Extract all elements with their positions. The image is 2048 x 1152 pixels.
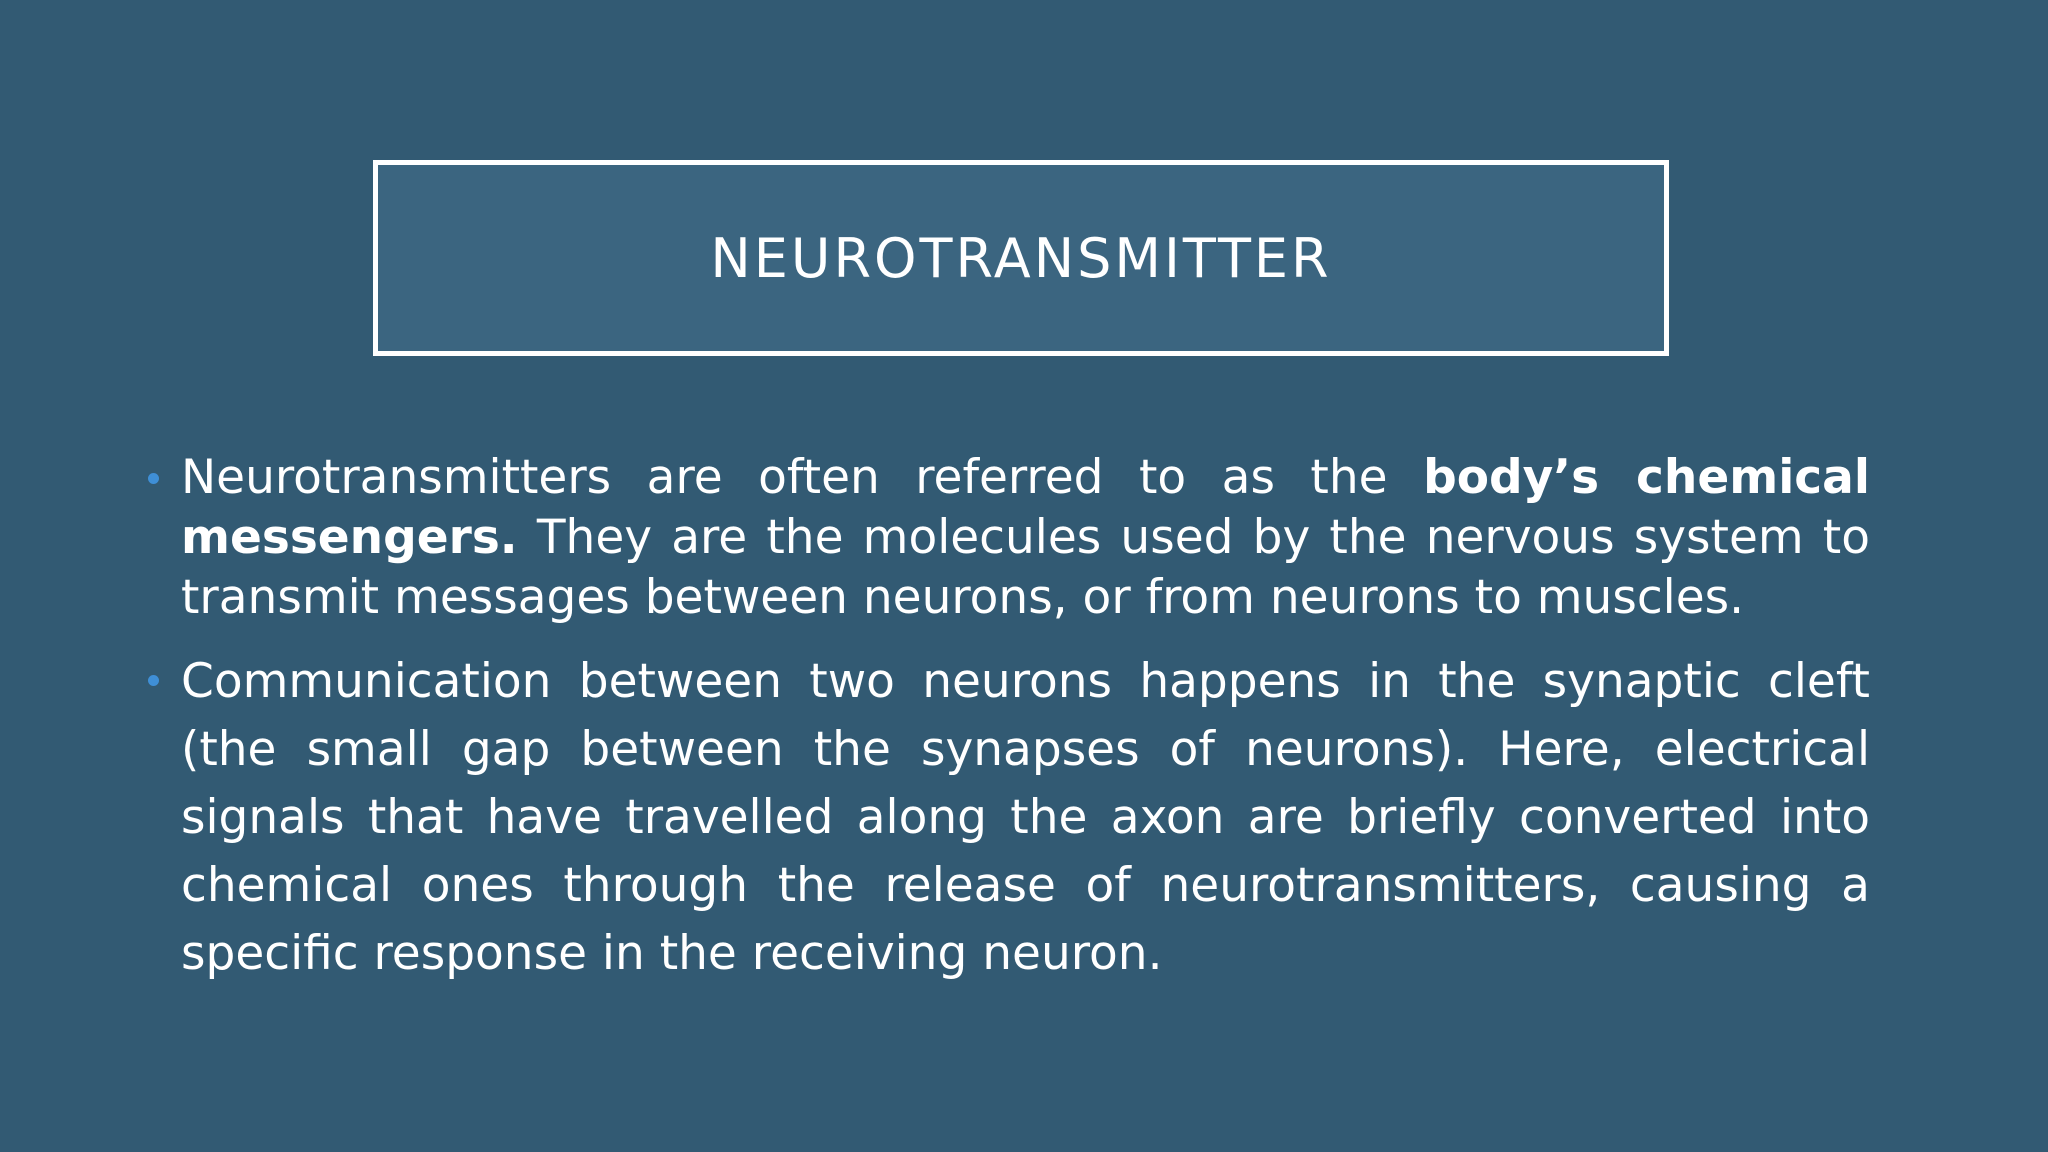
bullet-item (140, 448, 1870, 628)
bullet-item (140, 648, 1870, 988)
title-box (373, 160, 1669, 356)
bullet-text-segment-bold: body’s chemical messengers. (181, 450, 1870, 565)
bullet-text-segment: They are the molecules used by the nervous system to transmit messages between neurons, or from neurons to muscles. (181, 510, 1870, 625)
bullet-dot-icon (148, 473, 159, 484)
bullet-list (140, 448, 1870, 988)
bullet-text-segment: Communication between two neurons happens in the synaptic cleft (the small gap between the synapses of neurons). Here, electrical signals that have travelled along the axon are briefly converted into chemical ones through the release of neurotransmitters, causing a specific response in the receiving neuron. (181, 654, 1870, 981)
bullet-dot-icon (148, 675, 159, 686)
slide-title: NEUROTRANSMITTER (710, 226, 1332, 290)
bullet-text-segment: Neurotransmitters are often referred to as the (181, 450, 1424, 505)
